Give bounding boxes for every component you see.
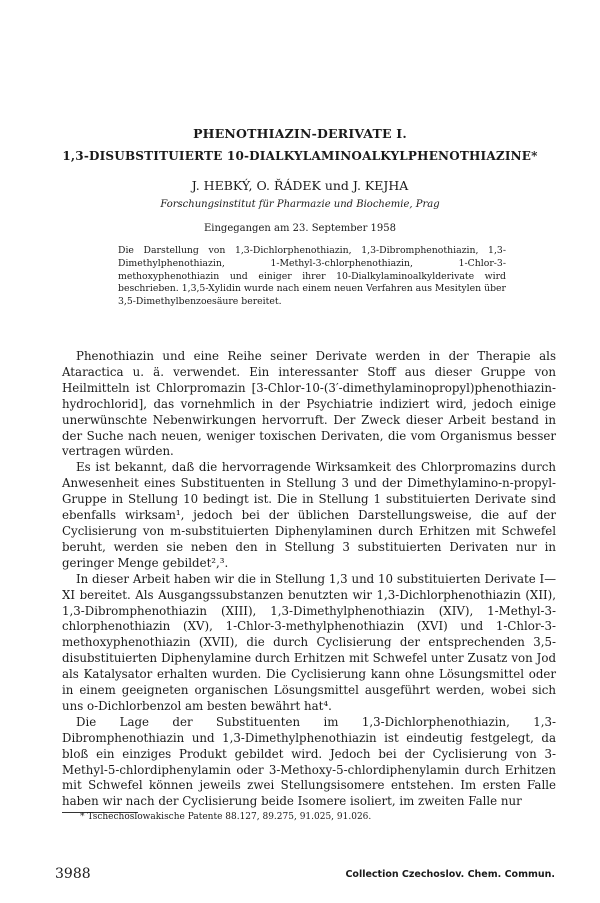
institute: Forschungsinstitut für Pharmazie und Biochemie, Prag (160, 199, 440, 210)
paragraph-3: In dieser Arbeit haben wir die in Stellung 1,3 und 10 substituierten Derivate I—XI bereitet. Als Ausgangssubstanzen benutzten wir 1,3-Dichlorphenothiazin (XII), 1,3-Dibromphenothiazin (XIII), 1,3-Dimethylphenothiazin (XIV), 1-Methyl-3-chlorphenothiazin (XV), 1-Chlor-3-methylphenothiazin (XVI) und 1-Chlor-3-methoxyphenothiazin (XVII), die durch Cyclisierung der entsprechenden 3,5-disubstituierten Diphenylamine durch Erhitzen mit Schwefel unter Zusatz von Jod als Katalysator erhalten wurden. Die Cyclisierung kann ohne Lösungsmittel oder in einem geeigneten organischen Lösungsmittel ausgeführt werden, wobei sich uns o-Dichlorbenzol am besten bewährt hat⁴. (62, 571, 556, 713)
received-date: Eingegangen am 23. September 1958 (203, 223, 397, 234)
paragraph-4: Die Lage der Substituenten im 1,3-Dichlorphenothiazin, 1,3-Dibromphenothiazin und 1,3-Dimethylphenothiazin ist eindeutig festgelegt, da bloß ein einziges Produkt gebildet wird. Jedoch bei der Cyclisierung von 3-Methyl-5-chlordiphenylamin oder 3-Methoxy-5-chlordiphenylamin durch Erhitzen mit Schwefel können jeweils zwei Stellungsisomere entstehen. Im ersten Falle haben wir nach der Cyclisierung beide Isomere isoliert, im zweiten Falle nur (62, 714, 556, 809)
paragraph-1: Phenothiazin und eine Reihe seiner Derivate werden in der Therapie als Ataractica u. ä. verwendet. Ein interessanter Stoff aus dieser Gruppe von Heilmitteln ist Chlorpromazin [3-Chlor-10-(3′-dimethylaminopropyl)phenothiazin-hydrochlorid], das vornehmlich in der Psychiatrie indiziert wird, jedoch einige unerwünschte Nebenwirkungen hervorruft. Der Zweck dieser Arbeit bestand in der Suche nach neuen, weniger toxischen Derivaten, die vom Organismus besser vertragen würden. (62, 349, 556, 459)
journal-name: Collection Czechoslov. Chem. Commun. (345, 869, 555, 880)
paper-subtitle: 1,3-DISUBSTITUIERTE 10-DIALKYLAMINOALKYLPHENOTHIAZINE* (62, 149, 538, 163)
abstract: Die Darstellung von 1,3-Dichlorphenothiazin, 1,3-Dibromphenothiazin, 1,3-Dimethylphenothiazin, 1-Methyl-3-chlorphenothiazin, 1-Chlor-3-methoxyphenothiazin und einiger ihrer 10-Dialkylaminoalkylderivate wird beschrieben. 1,3,5-Xylidin wurde nach einem neuen Verfahren aus Mesitylen über 3,5-Dimethylbenzoesäure bereitet. (118, 245, 506, 308)
footnote: * Tschechoslowakische Patente 88.127, 89.275, 91.025, 91.026. (80, 812, 372, 822)
page-number: 3988 (55, 866, 91, 882)
paper-title: PHENOTHIAZIN-DERIVATE I. (193, 126, 407, 141)
paragraph-2: Es ist bekannt, daß die hervorragende Wirksamkeit des Chlorpromazins durch Anwesenheit eines Substituenten in Stellung 3 und der Dimethylamino-n-propyl-Gruppe in Stellung 10 bedingt ist. Die in Stellung 1 substituierten Derivate sind ebenfalls wirksam¹, jedoch bei der üblichen Darstellungsweise, die auf der Cyclisierung von m-substituierten Diphenylaminen durch Erhitzen mit Schwefel beruht, werden sie neben den in Stellung 3 substituierten Derivaten nur in geringer Menge gebildet²,³. (62, 460, 556, 570)
authors: J. HEBKÝ, O. ŘÁDEK und J. KEJHA (191, 178, 409, 193)
body-text (62, 349, 556, 810)
